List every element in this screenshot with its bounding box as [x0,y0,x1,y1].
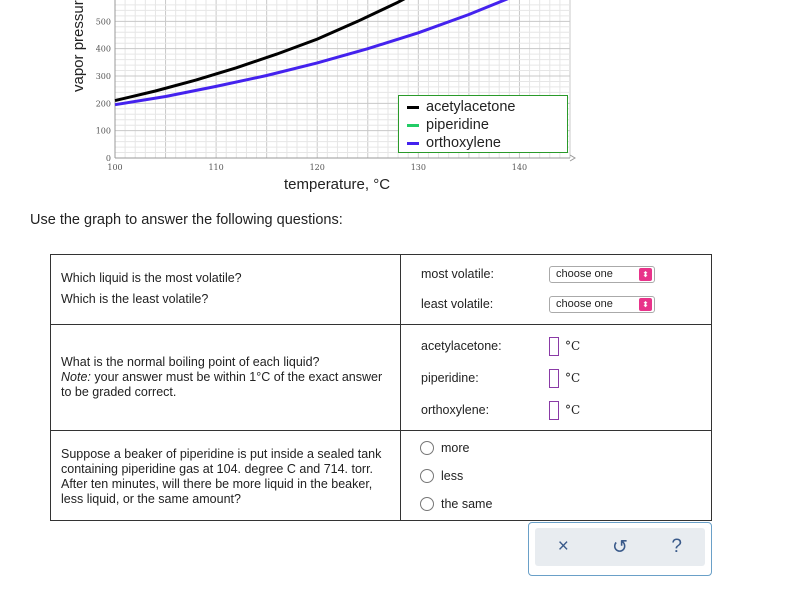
y-tick-label: 200 [95,99,111,109]
answer-volatility [401,255,712,325]
x-axis-arrow [570,155,575,161]
x-tick-label: 110 [208,163,224,172]
bp-label-orthoxylene: orthoxylene: [421,403,490,417]
chevron-updown-icon: ⬍ [639,298,652,311]
question-equilibrium [51,431,401,521]
radio-label: less [441,468,464,483]
legend-label: acetylacetone [426,99,516,115]
answer-boiling-point [401,325,712,431]
radio-option-same[interactable] [420,490,711,518]
y-tick-label: 300 [95,72,111,81]
undo-icon[interactable]: ↺ [612,536,628,558]
radio-option-less[interactable] [420,462,711,490]
x-tick-label: 120 [309,163,325,172]
most-volatile-select[interactable] [549,266,655,283]
bp-unit: °C [565,339,581,353]
legend-swatch [407,106,419,109]
select-value: choose one [556,298,613,310]
legend-swatch [407,124,419,127]
questions-table [50,254,712,521]
y-axis-label: vapor pressur [70,0,87,92]
bp-label-piperidine: piperidine: [421,371,479,385]
legend-label: orthoxylene [426,135,501,151]
bp-label-acetylacetone: acetylacetone: [421,339,502,353]
x-tick-label: 100 [107,163,123,172]
clear-icon[interactable]: × [557,536,569,557]
bp-unit: °C [565,371,581,385]
question-boiling-text: What is the normal boiling point of each liquid? [61,355,320,369]
legend-item-orthoxylene [407,134,567,152]
radio-option-more[interactable] [420,434,711,462]
question-most-volatile: Which liquid is the most volatile? [61,271,242,285]
y-tick-label: 500 [95,17,111,27]
radio-button[interactable] [420,497,434,511]
y-tick-label: 100 [95,126,111,136]
question-note [61,370,390,400]
most-volatile-label: most volatile: [421,267,494,281]
x-tick-label: 130 [410,163,426,172]
least-volatile-label: least volatile: [421,297,494,311]
note-text: your answer must be within 1°C of the exact answer to be graded correct. [61,370,383,399]
question-boiling-point [51,325,401,431]
legend-label: piperidine [426,117,489,133]
legend-item-acetylacetone [407,98,567,116]
answer-toolbar [528,522,712,576]
y-tick-label: 0 [105,154,111,163]
bp-unit: °C [565,403,581,417]
bp-input-orthoxylene[interactable] [549,401,559,420]
answer-equilibrium [401,431,712,521]
radio-label: more [441,440,470,455]
bp-input-piperidine[interactable] [549,369,559,388]
y-tick-label: 400 [95,44,111,54]
chart-legend [398,95,568,153]
note-prefix: Note: [61,370,91,384]
legend-item-piperidine [407,116,567,134]
radio-button[interactable] [420,469,434,483]
radio-label: the same [441,496,493,511]
question-volatility [51,255,401,325]
x-tick-label: 140 [511,163,528,172]
chevron-updown-icon: ⬍ [639,268,652,281]
question-equilibrium-text: Suppose a beaker of piperidine is put inside a sealed tank containing piperidine gas at 104. degree C and 714. torr. After ten minutes, will there be more liquid in the beaker, less liquid, or the same amount? [61,447,382,506]
select-value: choose one [556,268,613,280]
bp-input-acetylacetone[interactable] [549,337,559,356]
legend-swatch [407,142,419,145]
instructions-text: Use the graph to answer the following questions: [30,212,343,228]
vapor-pressure-graph [0,0,789,200]
least-volatile-select[interactable] [549,296,655,313]
question-least-volatile: Which is the least volatile? [61,292,209,306]
x-axis-label: temperature, °C [284,176,391,193]
radio-button[interactable] [420,441,434,455]
help-icon[interactable]: ? [671,536,682,557]
